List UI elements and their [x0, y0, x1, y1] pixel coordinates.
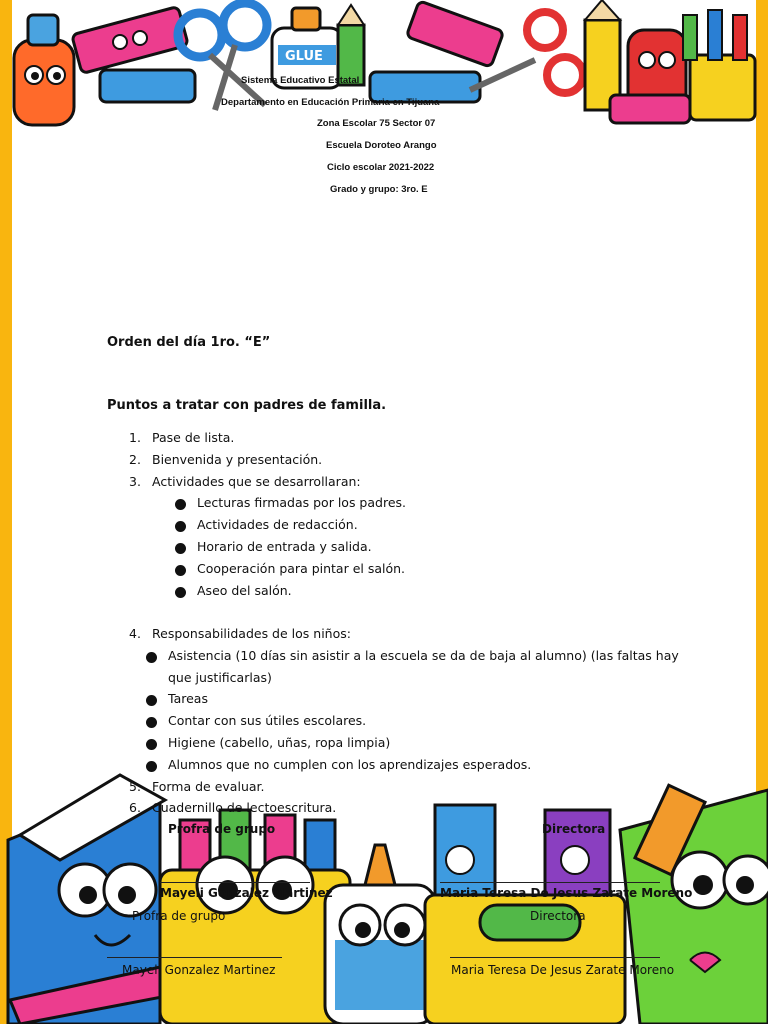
responsibility-item: Asistencia (10 días sin asistir a la escuela se da de baja al alumno) (las faltas hay: [168, 648, 679, 663]
header-line-5: Ciclo escolar 2021-2022: [327, 162, 435, 173]
bullet-icon: [175, 587, 186, 598]
teacher-role: Profra de grupo: [132, 909, 226, 923]
signature-line-teacher: [160, 882, 310, 883]
signature-line-teacher-2: [107, 957, 282, 958]
agenda-item: Bienvenida y presentación.: [152, 452, 323, 467]
teacher-role-bold: Profra de grupo: [168, 822, 276, 836]
agenda-item: Cuadernillo de lectoescritura.: [152, 800, 337, 815]
bullet-icon: [175, 499, 186, 510]
bullet-icon: [146, 739, 157, 750]
responsibility-item: Contar con sus útiles escolares.: [168, 713, 367, 728]
header-line-3: Zona Escolar 75 Sector 07: [317, 118, 436, 129]
item-number: 1.: [129, 430, 141, 445]
activity-item: Cooperación para pintar el salón.: [197, 561, 406, 576]
crayon-icon: [425, 805, 625, 1024]
agenda-item: Actividades que se desarrollaran:: [152, 474, 361, 489]
teacher-name: Mayeli Gonzalez Martinez: [122, 963, 276, 977]
bullet-icon: [146, 695, 157, 706]
header-line-1: Sistema Educativo Estatal: [241, 75, 360, 86]
responsibility-item-cont: que justificarlas): [168, 670, 272, 685]
director-name: Maria Teresa De Jesus Zarate Moreno: [451, 963, 675, 977]
responsibility-item: Higiene (cabello, uñas, ropa limpia): [168, 735, 391, 750]
book-character-icon: [620, 785, 768, 1024]
signature-line-director: [440, 882, 660, 883]
bullet-icon: [146, 652, 157, 663]
item-number: 5.: [129, 779, 141, 794]
director-role: Directora: [530, 909, 586, 923]
responsibility-item: Tareas: [168, 691, 208, 706]
item-number: 3.: [129, 474, 141, 489]
header-line-2: Departamento en Educación Primaria en Tijuana: [221, 97, 440, 108]
signature-line-director-2: [450, 957, 660, 958]
activity-item: Aseo del salón.: [197, 583, 292, 598]
agenda-item: Forma de evaluar.: [152, 779, 265, 794]
document-subtitle: Puntos a tratar con padres de familla.: [107, 398, 387, 413]
header-line-4: Escuela Doroteo Arango: [326, 140, 437, 151]
item-number: 4.: [129, 626, 141, 641]
agenda-item: Pase de lista.: [152, 430, 235, 445]
item-number: 6.: [129, 800, 141, 815]
bullet-icon: [175, 521, 186, 532]
activity-item: Lecturas firmadas por los padres.: [197, 495, 406, 510]
item-number: 2.: [129, 452, 141, 467]
bullet-icon: [146, 717, 157, 728]
agenda-item: Responsabilidades de los niños:: [152, 626, 351, 641]
director-name-bold: Maria Teresa De Jesus Zarate Moreno: [440, 886, 693, 900]
activity-item: Actividades de redacción.: [197, 517, 358, 532]
activity-item: Horario de entrada y salida.: [197, 539, 372, 554]
bullet-icon: [175, 565, 186, 576]
svg-text:GLUE: GLUE: [285, 49, 323, 64]
teacher-name-bold: Mayeli Gonzalez Martinez: [160, 886, 333, 900]
header-line-6: Grado y grupo: 3ro. E: [330, 184, 428, 195]
bullet-icon: [175, 543, 186, 554]
document-title: Orden del día 1ro. “E”: [107, 335, 271, 350]
bullet-icon: [146, 761, 157, 772]
director-role-bold: Directora: [542, 822, 606, 836]
responsibility-item: Alumnos que no cumplen con los aprendizajes esperados.: [168, 757, 532, 772]
